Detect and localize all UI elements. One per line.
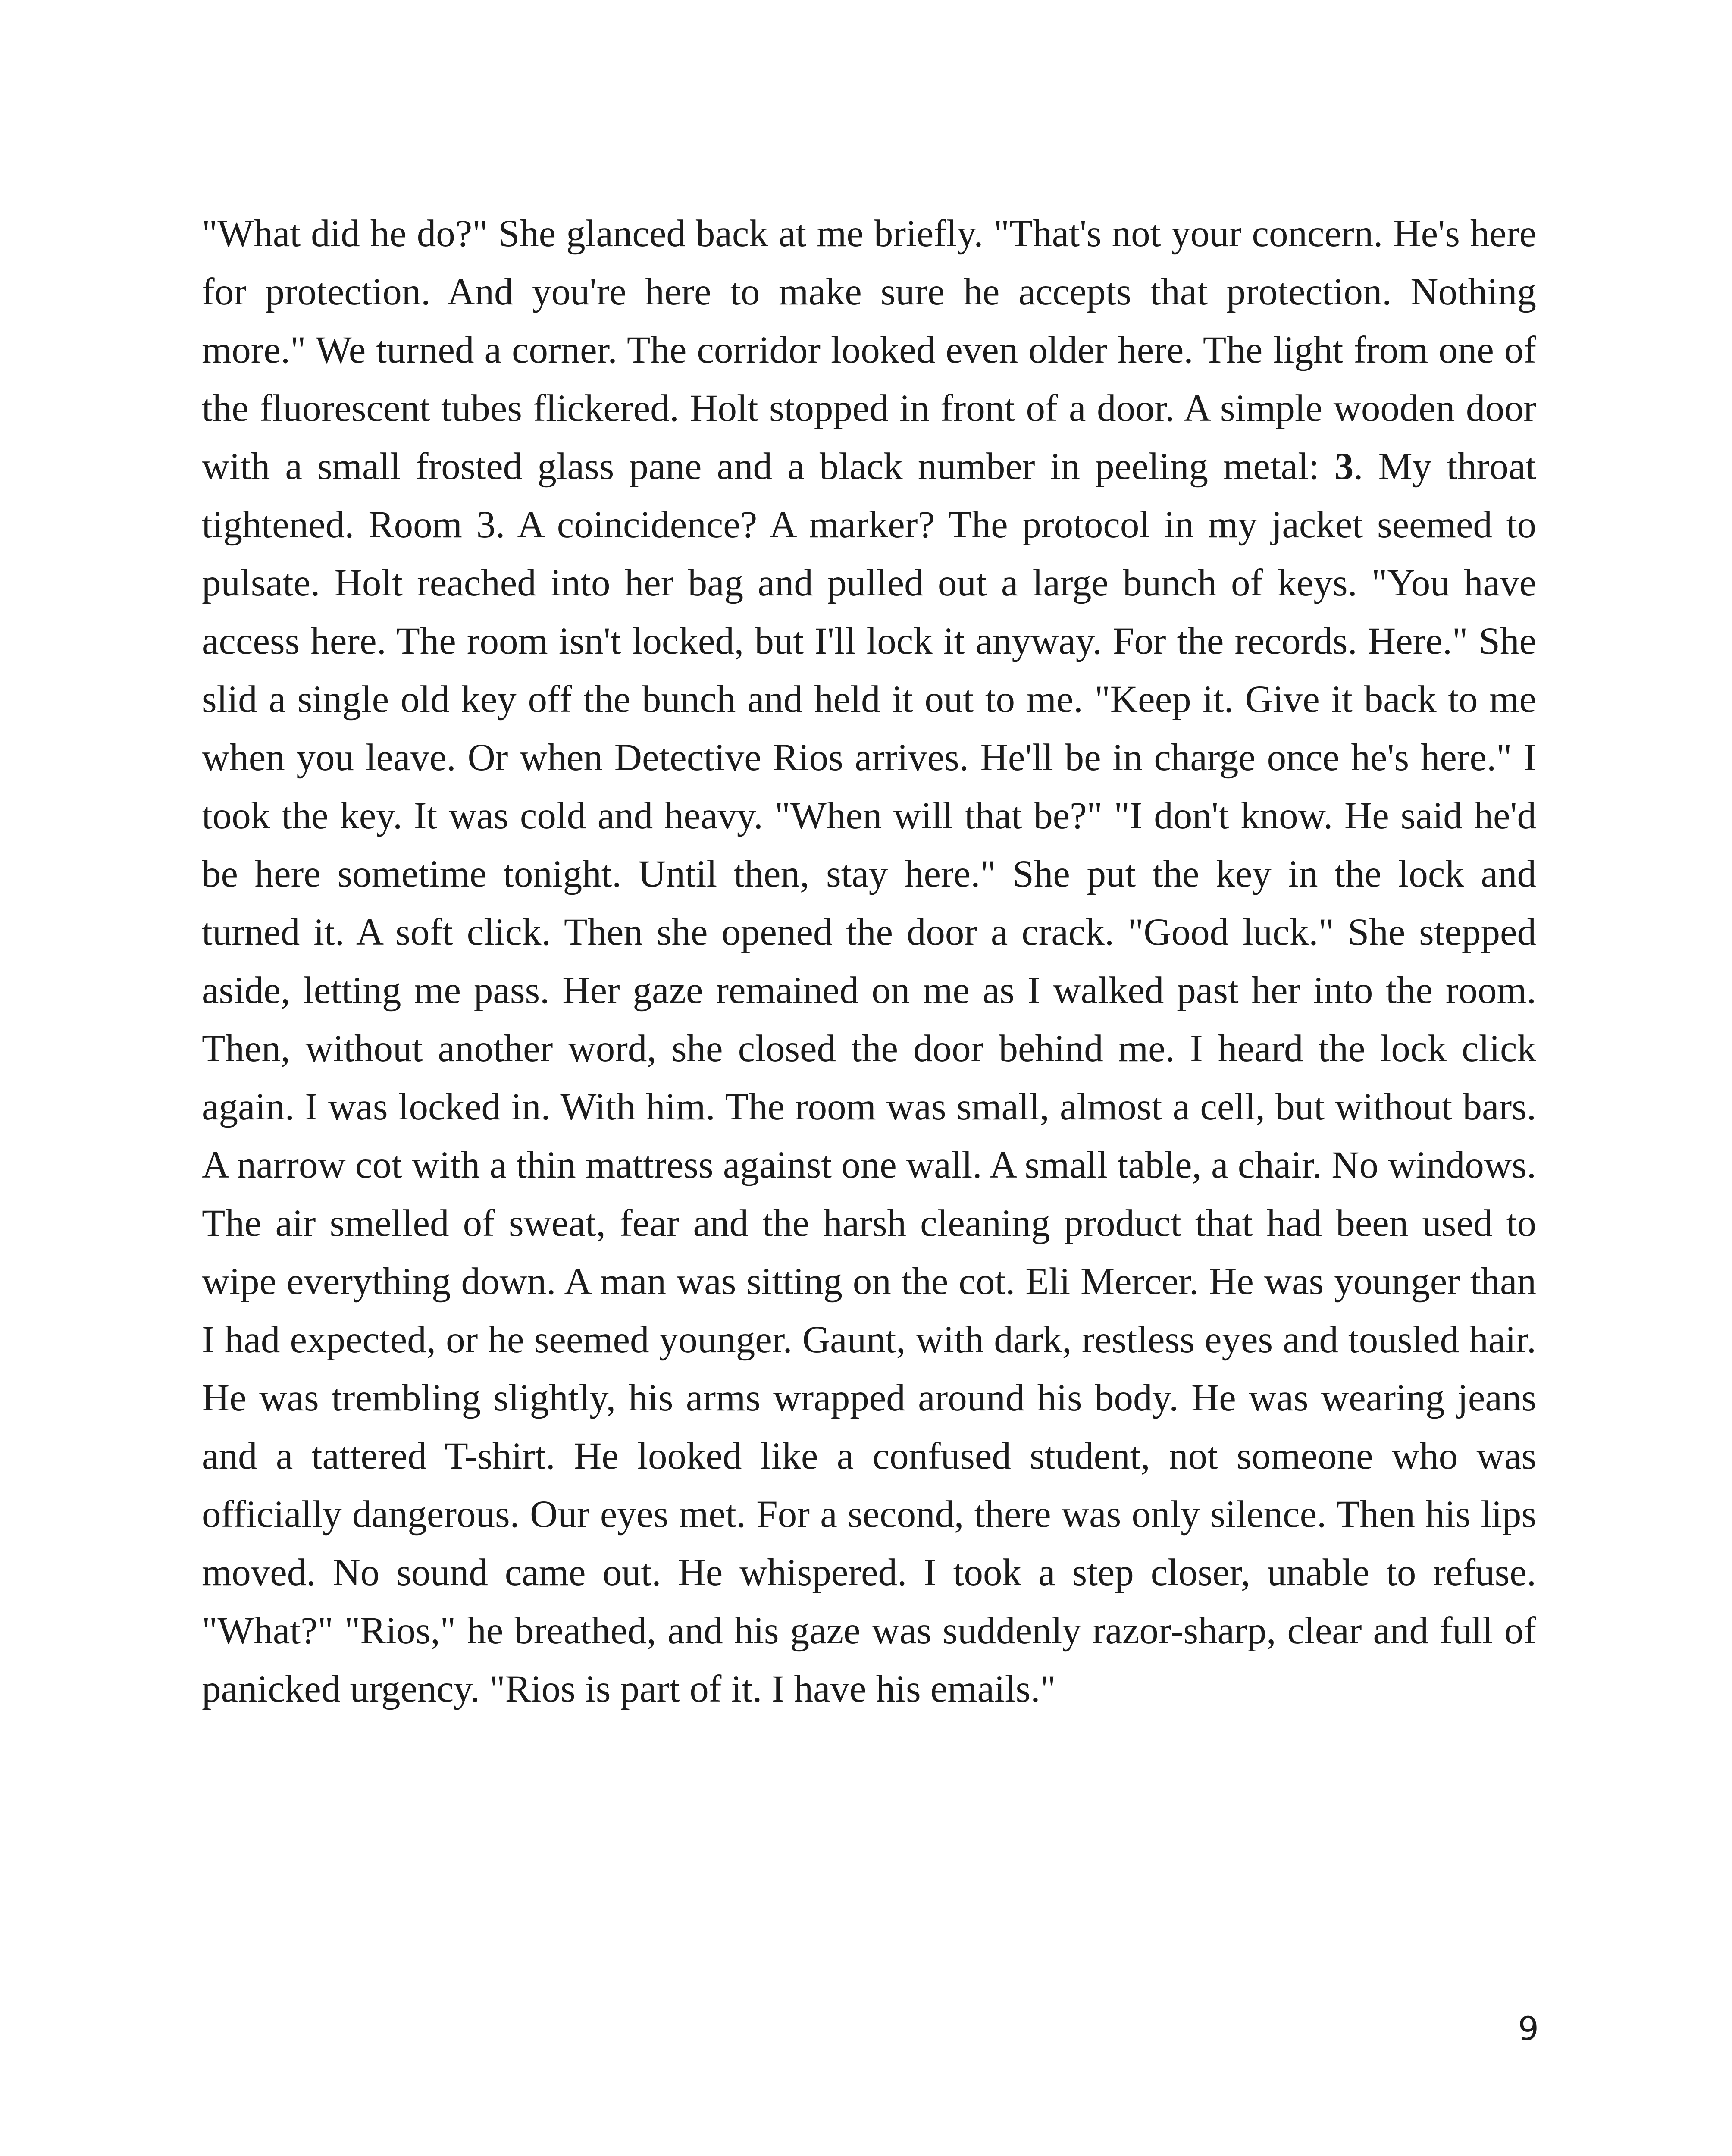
paragraph-text-part-1: "What did he do?" She glanced back at me briefly. "That's not your concern. He's here for protection. And you're here to make sure he accepts that protection. Nothing more." We turned a corner. The corridor looked even older here. The light from one of the fluorescent tubes flickered. Holt stopped in front of a door. A simple wooden door with a small frosted glass pane and a black number in peeling metal: <box>202 213 1536 488</box>
room-number-bold: 3 <box>1334 445 1354 488</box>
page-number: 9 <box>1518 2009 1539 2048</box>
body-paragraph <box>202 205 1536 1718</box>
paragraph-text-part-2: . My throat tightened. Room 3. A coincidence? A marker? The protocol in my jacket seemed to pulsate. Holt reached into her bag and pulled out a large bunch of keys. "You have access here. The room isn't locked, but I'll lock it anyway. For the records. Here." She slid a single old key off the bunch and held it out to me. "Keep it. Give it back to me when you leave. Or when Detective Rios arrives. He'll be in charge once he's here." I took the key. It was cold and heavy. "When will that be?" "I don't know. He said he'd be here sometime tonight. Until then, stay here." She put the key in the lock and turned it. A soft click. Then she opened the door a crack. "Good luck." She stepped aside, letting me pass. Her gaze remained on me as I walked past her into the room. Then, without another word, she closed the door behind me. I heard the lock click again. I was locked in. With him. The room was small, almost a cell, but without bars. A narrow cot with a thin mattress against one wall. A small table, a chair. No windows. The air smelled of sweat, fear and the harsh cleaning product that had been used to wipe everything down. A man was sitting on the cot. Eli Mercer. He was younger than I had expected, or he seemed younger. Gaunt, with dark, restless eyes and tousled hair. He was trembling slightly, his arms wrapped around his body. He was wearing jeans and a tattered T-shirt. He looked like a confused student, not someone who was officially dangerous. Our eyes met. For a second, there was only silence. Then his lips moved. No sound came out. He whispered. I took a step closer, unable to refuse. "What?" "Rios," he breathed, and his gaze was suddenly razor-sharp, clear and full of panicked urgency. "Rios is part of it. I have his emails." <box>202 445 1536 1710</box>
